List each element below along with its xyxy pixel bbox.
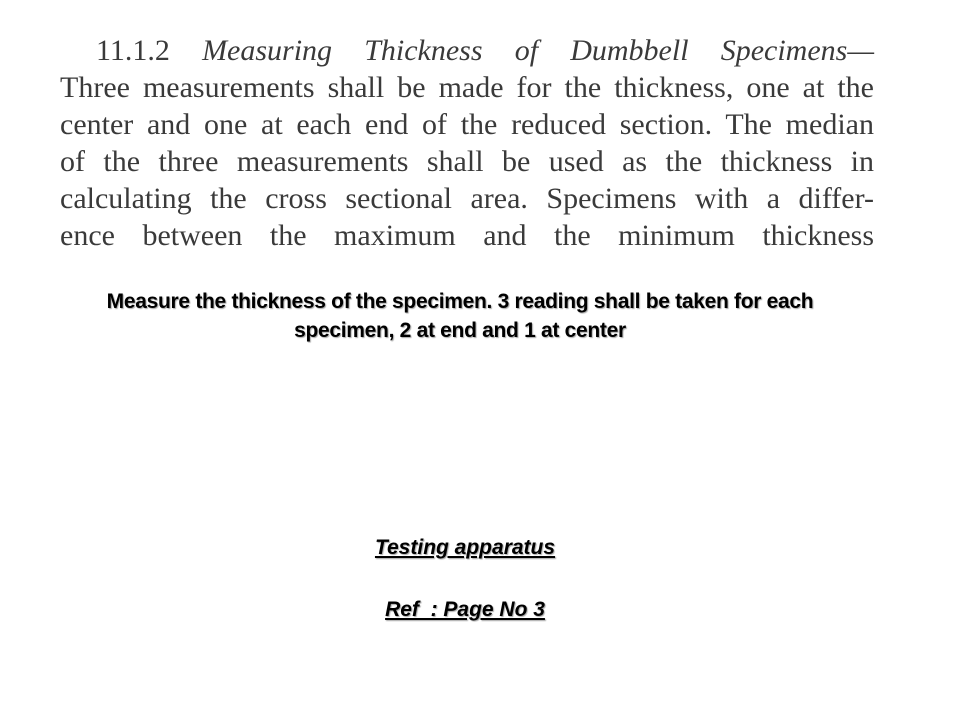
- section-title: Measuring Thickness of Dumbbell Specimens—: [202, 34, 874, 67]
- section-number: 11.1.2: [96, 34, 170, 67]
- standard-excerpt: [60, 32, 874, 254]
- excerpt-line: ence between the maximum and the minimum thickness: [60, 219, 874, 252]
- excerpt-line: calculating the cross sectional area. Specimens with a differ-: [60, 182, 874, 215]
- excerpt-line: Three measurements shall be made for the thickness, one at the: [60, 71, 874, 104]
- excerpt-line: center and one at each end of the reduced section. The median: [60, 108, 874, 141]
- caption-line-2: specimen, 2 at end and 1 at center: [294, 319, 626, 342]
- caption-line-1: Measure the thickness of the specimen. 3 reading shall be taken for each: [106, 290, 814, 313]
- excerpt-line: of the three measurements shall be used as the thickness in: [60, 145, 874, 178]
- instruction-caption: [40, 287, 880, 345]
- apparatus-title: Testing apparatus: [374, 536, 556, 559]
- apparatus-reference: Ref : Page No 3: [385, 598, 545, 621]
- section-heading: [60, 32, 874, 69]
